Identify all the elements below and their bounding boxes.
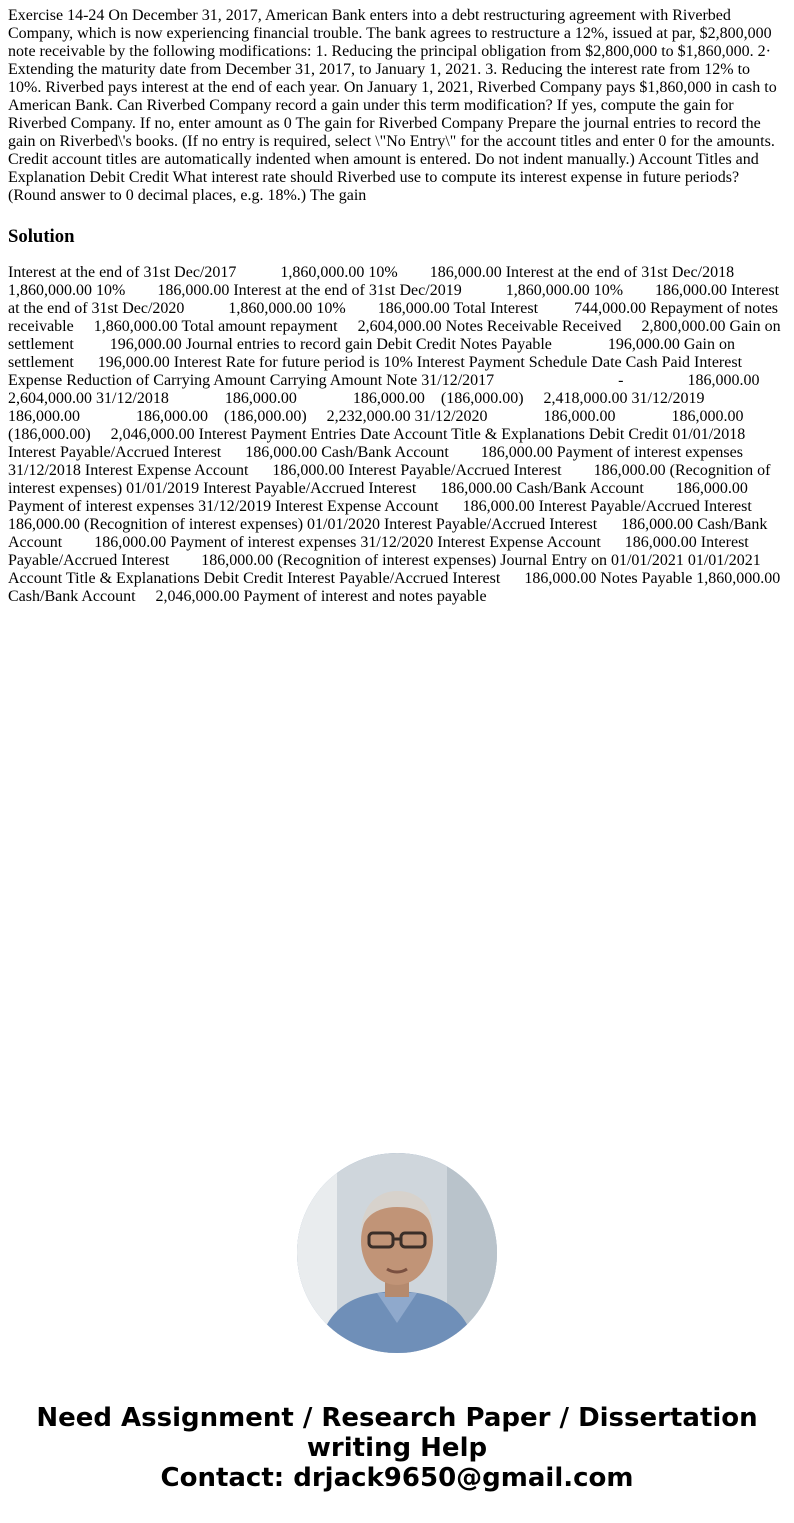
solution-heading: Solution [8,226,75,247]
promo-line-1: Need Assignment / Research Paper / Dissertation [36,1403,758,1433]
solution-text: Interest at the end of 31st Dec/2017 1,860,000.00 10% 186,000.00 Interest at the end of 31st Dec/2018 1,860,000.00 10% 186,000.00 Interest at the end of 31st Dec/2019 1,860,000.00 10% 186,000.00 Interest at the end of 31st Dec/2020 1,860,000.00 10% 186,000.00 Total Interest 744,000.00 Repayment of notes receivable 1,860,000.00 Total amount repayment 2,604,000.00 Notes Receivable Received 2,800,000.00 Gain on settlement 196,000.00 Journal entries to record gain Debit Credit Notes Payable 196,000.00 Gain on settlement 196,000.00 Interest Rate for future period is 10% Interest Payment Schedule Date Cash Paid Interest Expense Reduction of Carrying Amount Carrying Amount Note 31/12/2017 - 186,000.00 2,604,000.00 31/12/2018 186,000.00 186,000.00 (186,000.00) 2,418,000.00 31/12/2019 186,000.00 186,000.00 (186,000.00) 2,232,000.00 31/12/2020 186,000.00 186,000.00 (186,000.00) 2,046,000.00 Interest Payment Entries Date Account Title & Explanations Debit Credit 01/01/2018 Interest Payable/Accrued Interest 186,000.00 Cash/Bank Account 186,000.00 Payment of interest expenses 31/12/2018 Interest Expense Account 186,000.00 Interest Payable/Accrued Interest 186,000.00 (Recognition of interest expenses) 01/01/2019 Interest Payable/Accrued Interest 186,000.00 Cash/Bank Account 186,000.00 Payment of interest expenses 31/12/2019 Interest Expense Account 186,000.00 Interest Payable/Accrued Interest 186,000.00 (Recognition of interest expenses) 01/01/2020 Interest Payable/Accrued Interest 186,000.00 Cash/Bank Account 186,000.00 Payment of interest expenses 31/12/2020 Interest Expense Account 186,000.00 Interest Payable/Accrued Interest 186,000.00 (Recognition of interest expenses) Journal Entry on 01/01/2021 01/01/2021 Account Title & Explanations Debit Credit Interest Payable/Accrued Interest 186,000.00 Notes Payable 1,860,000.00 Cash/Bank Account 2,046,000.00 Payment of interest and notes payable [8,264,785,605]
promo-line-2: writing Help [306,1433,488,1463]
promo-banner [0,1403,794,1493]
promo-contact: Contact: drjack9650@gmail.com [160,1463,634,1493]
author-avatar [297,1153,497,1353]
author-portrait-icon [297,1153,497,1353]
question-text: Exercise 14-24 On December 31, 2017, American Bank enters into a debt restructuring agreement with Riverbed Company, which is now experiencing financial trouble. The bank agrees to restructure a 12%, issued at par, $2,800,000 note receivable by the following modifications: 1. Reducing the principal obligation from $2,800,000 to $1,860,000. 2· Extending the maturity date from December 31, 2017, to January 1, 2021. 3. Reducing the interest rate from 12% to 10%. Riverbed pays interest at the end of each year. On January 1, 2021, Riverbed Company pays $1,860,000 in cash to American Bank. Can Riverbed Company record a gain under this term modification? If yes, compute the gain for Riverbed Company. If no, enter amount as 0 The gain for Riverbed Company Prepare the journal entries to record the gain on Riverbed\'s books. (If no entry is required, select \"No Entry\" for the account titles and enter 0 for the amounts. Credit account titles are automatically indented when amount is entered. Do not indent manually.) Account Titles and Explanation Debit Credit What interest rate should Riverbed use to compute its interest expense in future periods? (Round answer to 0 decimal places, e.g. 18%.) The gain [8,7,780,204]
